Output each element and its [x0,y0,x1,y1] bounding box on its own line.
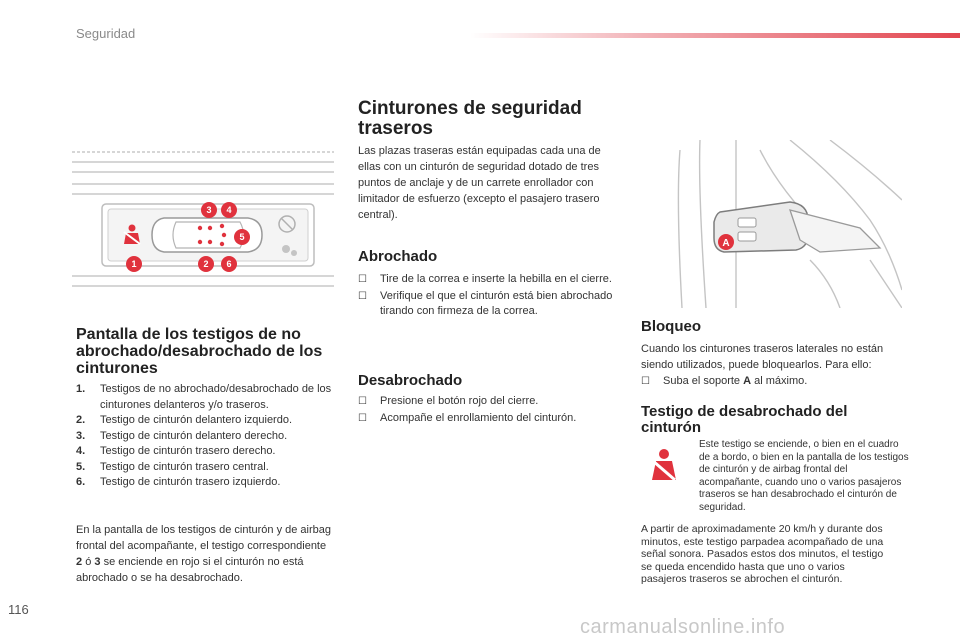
callout-4: 4 [226,205,232,215]
list-item: 2. Testigo de cinturón delantero izquierdo. [76,414,293,426]
list-item: ☐ Presione el botón rojo del cierre. [358,395,539,407]
list-item: 5. Testigo de cinturón trasero central. [76,460,269,473]
list-item: 6. Testigo de cinturón trasero izquierdo. [76,476,281,488]
callout-A: A [722,238,730,249]
callout-1: 1 [131,259,137,269]
abrochado-title: Abrochado [358,248,438,265]
callout-6: 6 [226,259,232,269]
testigo-paragraph: A partir de aproximadamente 20 km/h y durante dos minutos, este testigo parpadea acompañado de una señal sonora. Pasados estos dos minutos, el testigo se queda encendido hasta que uno o varios pasajeros traseros se abrochen el cinturón. [641,523,884,585]
bloqueo-text: Cuando los cinturones traseros laterales no están siendo utilizados, puede bloquearlos. Para ello: [641,343,884,371]
checkbox-bullet-icon: ☐ [358,396,367,407]
bloqueo-title: Bloqueo [641,318,701,335]
bloqueo-item: ☐ Suba el soporte A al máximo. [641,375,808,387]
left-title: Pantalla de los testigos de no abrochado/desabrochado de los cinturones [76,326,323,377]
left-paragraph: En la pantalla de los testigos de cinturón y de airbag frontal del acompañante, el testigo correspondiente 2 ó 3 se enciende en rojo si el cinturón no está abrochado o se ha desabrochado. [76,524,331,584]
watermark: carmanualsonline.info [580,616,786,638]
checkbox-bullet-icon: ☐ [641,376,650,387]
page-number: 116 [8,602,29,617]
list-item: ☐ Tire de la correa e inserte la hebilla en el cierre. [358,273,612,285]
list-item: 3. Testigo de cinturón delantero derecho. [76,429,288,442]
desabrochado-title: Desabrochado [358,372,463,389]
checkbox-bullet-icon: ☐ [358,291,367,302]
callout-2: 2 [203,259,209,269]
list-item: ☐ Acompañe el enrollamiento del cinturón. [358,412,577,424]
list-item: 1. Testigos de no abrochado/desabrochado de los cinturones delanteros y/o traseros. [76,383,332,411]
middle-intro: Las plazas traseras están equipadas cada una de ellas con un cinturón de seguridad dotado de tres puntos de anclaje y de un carrete enrollador con limitador de esfuerzo (excepto el pasajero trasero central). [358,145,601,221]
header-accent-bar [470,33,960,38]
testigo-text: Este testigo se enciende, o bien en el cuadro de a bordo, o bien en la pantalla de los testigos de cinturón y de airbag frontal del acompañante, cuando uno o varios pasajeros traseros se han desabrochado el cinturón de seguridad. [699,439,909,513]
list-item: ☐ Verifique el que el cinturón está bien abrochado tirando con firmeza de la correa. [358,290,613,317]
warning-lamp-list [76,382,336,491]
rear-belt-support-illustration [640,140,902,308]
checkbox-bullet-icon: ☐ [358,413,367,424]
callout-5: 5 [239,232,245,242]
callout-3: 3 [206,205,212,215]
abrochado-list [358,272,620,321]
middle-title: Cinturones de seguridad traseros [358,98,582,139]
testigo-title: Testigo de desabrochado del cinturón [641,403,848,436]
seatbelt-warning-icon [648,448,680,482]
desabrochado-list [358,394,620,428]
list-item: 4. Testigo de cinturón trasero derecho. [76,445,276,457]
section-header: Seguridad [76,26,136,41]
callout-numbers [72,140,342,300]
checkbox-bullet-icon: ☐ [358,274,367,285]
